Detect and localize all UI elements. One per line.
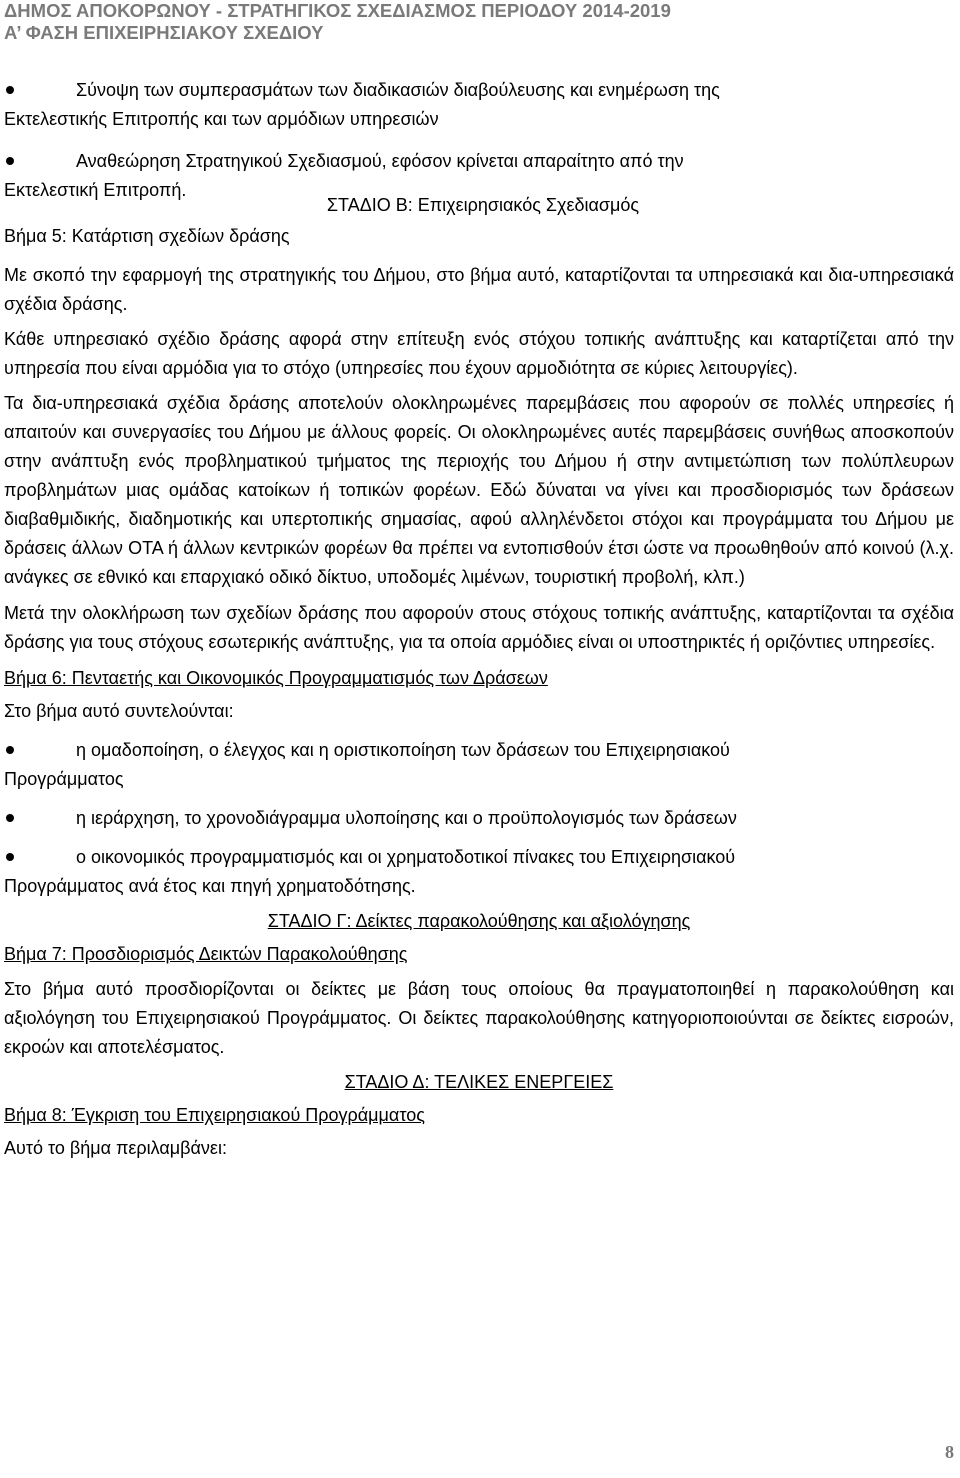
step-7-heading: Βήμα 7: Προσδιορισμός Δεικτών Παρακολούθησης — [4, 944, 408, 964]
list-item-text-cont: Προγράμματος ανά έτος και πηγή χρηματοδότησης. — [4, 876, 416, 896]
list-item-text-cont: Προγράμματος — [4, 769, 124, 789]
list-item-text-cont: Εκτελεστική Επιτροπή. — [4, 180, 187, 200]
list-item-text: ο οικονομικός προγραμματισμός και οι χρηματοδοτικοί πίνακες του Επιχειρησιακού — [76, 847, 736, 867]
step-6-heading: Βήμα 6: Πενταετής και Οικονομικός Προγραμματισμός των Δράσεων — [4, 668, 548, 688]
document-body — [4, 76, 954, 1163]
header-title: ΔΗΜΟΣ ΑΠΟΚΟΡΩΝΟΥ - ΣΤΡΑΤΗΓΙΚΟΣ ΣΧΕΔΙΑΣΜΟΣ ΠΕΡΙΟΔΟΥ 2014-2019 — [4, 0, 671, 21]
list-item — [4, 736, 954, 794]
bullet-icon — [6, 746, 14, 754]
bullet-icon — [6, 86, 14, 94]
step-8-heading: Βήμα 8: Έγκριση του Επιχειρησιακού Προγράμματος — [4, 1105, 425, 1125]
bullet-icon — [6, 157, 14, 165]
list-item — [4, 843, 954, 901]
list-item-text-cont: Εκτελεστικής Επιτροπής και των αρμόδιων υπηρεσιών — [4, 109, 439, 129]
list-item-text: η ιεράρχηση, το χρονοδιάγραμμα υλοποίησης και ο προϋπολογισμός των δράσεων — [76, 808, 737, 828]
paragraph-5: Στο βήμα αυτό προσδιορίζονται οι δείκτες με βάση τους οποίους θα πραγματοποιηθεί η παρακολούθηση και αξιολόγηση του Επιχειρησιακού Προγράμματος. Οι δείκτες παρακολούθησης κατηγοριοποιούνται σε δείκτες εισροών, εκροών και αποτελέσματος. — [4, 979, 954, 1057]
paragraph-4: Μετά την ολοκλήρωση των σχεδίων δράσης που αφορούν στους στόχους τοπικής ανάπτυξης, καταρτίζονται τα σχέδια δράσης για τους στόχους εσωτερικής ανάπτυξης, για τα οποία αρμόδιες είναι οι υποστηρικτές ή οριζόντιες υπηρεσίες. — [4, 603, 954, 652]
page-header — [4, 0, 954, 44]
bullet-icon — [6, 814, 14, 822]
stage-d-heading: ΣΤΑΔΙΟ Δ: ΤΕΛΙΚΕΣ ΕΝΕΡΓΕΙΕΣ — [344, 1072, 614, 1092]
bullet-icon — [6, 853, 14, 861]
list-item-text: η ομαδοποίηση, ο έλεγχος και η οριστικοποίηση των δράσεων του Επιχειρησιακού — [76, 740, 730, 760]
step-5-heading: Βήμα 5: Κατάρτιση σχεδίων δράσης — [4, 226, 290, 246]
step-6-intro: Στο βήμα αυτό συντελούνται: — [4, 701, 234, 721]
paragraph-3: Τα δια-υπηρεσιακά σχέδια δράσης αποτελούν ολοκληρωμένες παρεμβάσεις που αφορούν σε πολλές υπηρεσίες ή απαιτούν και συνεργασίες του Δήμου με άλλους φορείς. Οι ολοκληρωμένες αυτές παρεμβάσεις συνήθως αποσκοπούν στην ανάπτυξη ενός προβληματικού τμήματος της περιοχής του Δήμου ή στην αντιμετώπιση των πολύπλευρων προβλημάτων μιας ομάδας κατοίκων ή τοπικών φορέων. Εδώ δύναται να γίνει και προσδιορισμός των δράσεων διαβαθμιδικής, διαδημοτικής και υπερτοπικής σημασίας, αφού αλληλένδετοι στόχοι και προγράμματα του Δήμου με δράσεις άλλων ΟΤΑ ή άλλων κεντρικών φορέων θα πρέπει να εντοπισθούν έτσι ώστε να προωθηθούν από κοινού (λ.χ. ανάγκες σε εθνικό και επαρχιακό οδικό δίκτυο, υποδομές λιμένων, τουριστική προβολή, κλπ.) — [4, 393, 954, 587]
list-item-text: Αναθεώρηση Στρατηγικού Σχεδιασμού, εφόσον κρίνεται απαραίτητο από την — [76, 151, 684, 171]
list-item-text: Σύνοψη των συμπερασμάτων των διαδικασιών διαβούλευσης και ενημέρωση της — [76, 80, 720, 100]
step-8-intro: Αυτό το βήμα περιλαμβάνει: — [4, 1138, 227, 1158]
header-subtitle: Α’ ΦΑΣΗ ΕΠΙΧΕΙΡΗΣΙΑΚΟΥ ΣΧΕΔΙΟΥ — [4, 22, 324, 43]
page-number: 8 — [945, 1442, 954, 1462]
paragraph-1: Με σκοπό την εφαρμογή της στρατηγικής του Δήμου, στο βήμα αυτό, καταρτίζονται τα υπηρεσιακά και δια-υπηρεσιακά σχέδια δράσης. — [4, 265, 954, 314]
paragraph-2: Κάθε υπηρεσιακό σχέδιο δράσης αφορά στην επίτευξη ενός στόχου τοπικής ανάπτυξης και καταρτίζεται από την υπηρεσία που είναι αρμόδια για το στόχο (υπηρεσίες που έχουν αρμοδιότητα σε κύριες λειτουργίες). — [4, 329, 954, 378]
list-item — [4, 804, 954, 833]
stage-c-heading: ΣΤΑΔΙΟ Γ: Δείκτες παρακολούθησης και αξιολόγησης — [267, 911, 691, 931]
list-item — [4, 76, 954, 134]
list-item — [4, 147, 954, 205]
stage-b-heading: ΣΤΑΔΙΟ Β: Επιχειρησιακός Σχεδιασμός — [326, 195, 640, 215]
